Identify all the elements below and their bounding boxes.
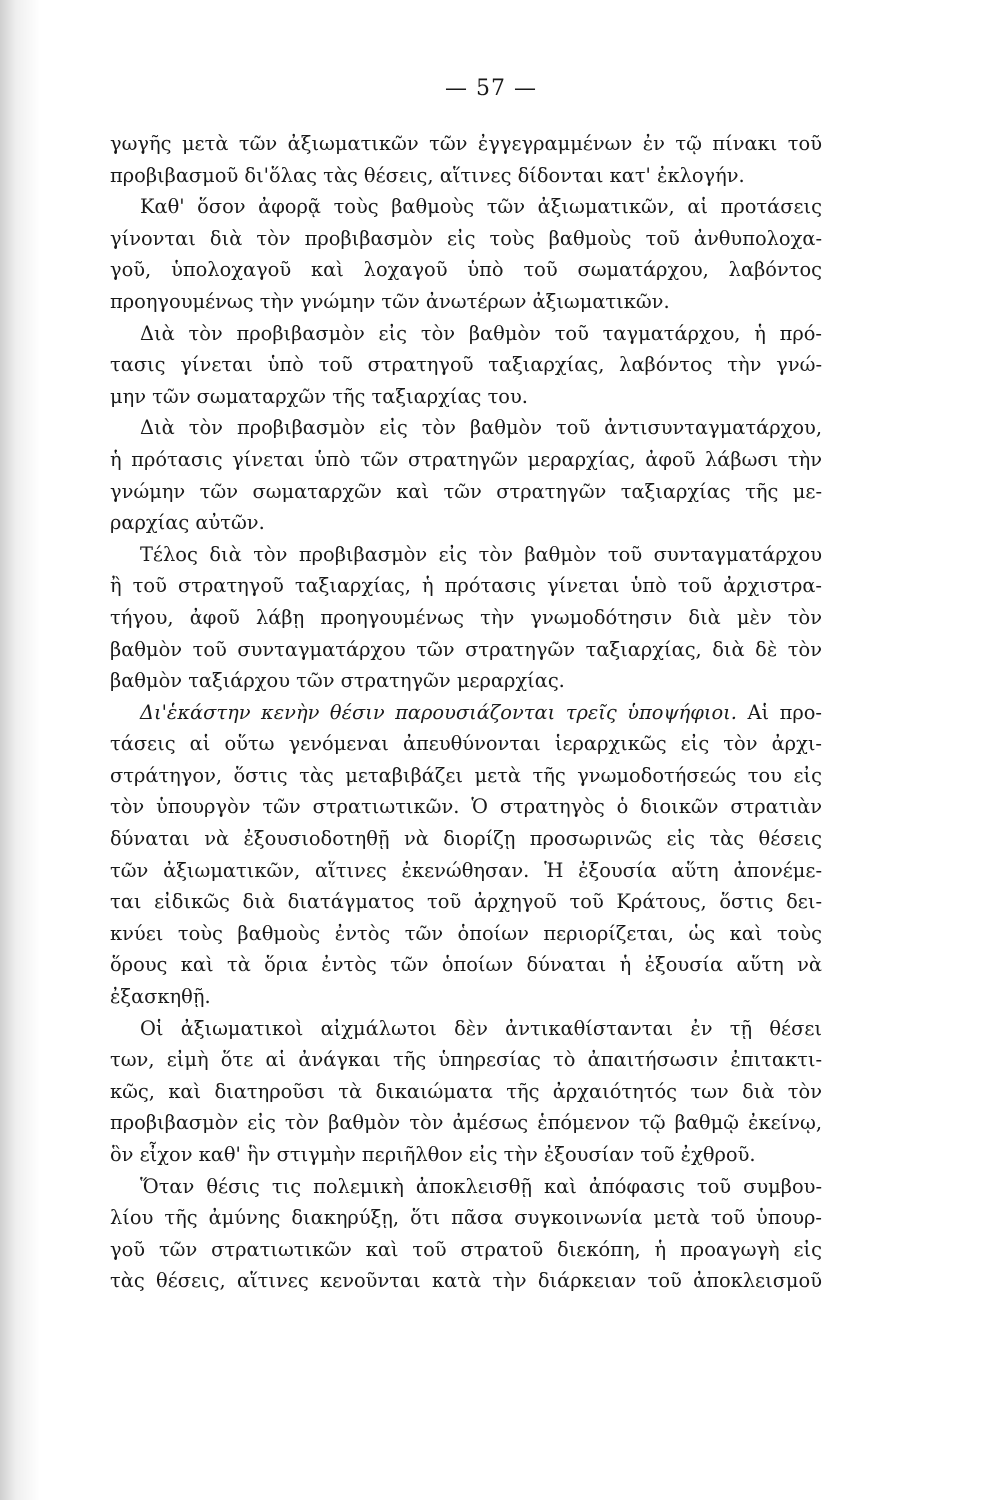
text-line: ἐξασκηθῇ. <box>110 985 211 1009</box>
italic-lead: Δι'ἑκάστην κενὴν θέσιν παρουσιάζονται τρεῖς ὑποψήφιοι. <box>140 700 737 724</box>
text-line: γωγῆς μετὰ τῶν ἀξιωματικῶν τῶν ἐγγεγραμμένων ἐν τῷ πίνακι τοῦ <box>110 132 822 155</box>
paragraph <box>110 1013 822 1171</box>
text-line: λίου τῆς ἀμύνης διακηρύξῃ, ὅτι πᾶσα συγκοινωνία μετὰ τοῦ ὑπουρ- <box>110 1206 822 1230</box>
text-line: Καθ' ὅσον ἀφορᾷ τοὺς βαθμοὺς τῶν ἀξιωματικῶν, αἱ προτάσεις <box>140 195 822 219</box>
page-number: — 57 — <box>445 76 537 101</box>
paragraph <box>110 412 822 538</box>
paragraph <box>110 191 822 317</box>
text-line: γίνονται διὰ τὸν προβιβασμὸν εἰς τοὺς βαθμοὺς τοῦ ἀνθυπολοχα- <box>110 226 822 250</box>
text-line: Διὰ τὸν προβιβασμὸν εἰς τὸν βαθμὸν τοῦ ἀντισυνταγματάρχου, <box>140 416 822 440</box>
text-line: ἢ τοῦ στρατηγοῦ ταξιαρχίας, ἡ πρότασις γίνεται ὑπὸ τοῦ ἀρχιστρα- <box>110 574 822 598</box>
paragraph <box>110 128 822 191</box>
text-line: των, εἰμὴ ὅτε αἱ ἀνάγκαι τῆς ὑπηρεσίας τὸ ἀπαιτήσωσιν ἐπιτακτι- <box>110 1048 822 1072</box>
text-fragment: Αἱ προ- <box>736 700 822 724</box>
paragraph <box>110 318 822 413</box>
text-line: γνώμην τῶν σωματαρχῶν καὶ τῶν στρατηγῶν ταξιαρχίας τῆς με- <box>110 479 822 503</box>
text-line: στράτηγον, ὅστις τὰς μεταβιβάζει μετὰ τῆς γνωμοδοτήσεώς του εἰς <box>110 763 822 787</box>
text-line: ὃν εἶχον καθ' ἣν στιγμὴν περιῆλθον εἰς τὴν ἐξουσίαν τοῦ ἐχθροῦ. <box>110 1143 756 1166</box>
text-line: κῶς, καὶ διατηροῦσι τὰ δικαιώματα τῆς ἀρχαιότητός των διὰ τὸν <box>110 1079 822 1103</box>
paragraph <box>110 1171 822 1297</box>
text-line: τασις γίνεται ὑπὸ τοῦ στρατηγοῦ ταξιαρχίας, λαβόντος τὴν γνώ- <box>110 353 822 377</box>
text-line <box>110 697 822 729</box>
text-line: μην τῶν σωματαρχῶν τῆς ταξιαρχίας του. <box>110 384 528 408</box>
text-line: τῶν ἀξιωματικῶν, αἵτινες ἐκενώθησαν. Ἡ ἐξουσία αὕτη ἀπονέμε- <box>110 858 822 882</box>
text-line: γοῦ τῶν στρατιωτικῶν καὶ τοῦ στρατοῦ διεκόπη, ἡ προαγωγὴ εἰς <box>110 1237 822 1261</box>
text-line: Ὅταν θέσις τις πολεμικὴ ἀποκλεισθῇ καὶ ἀπόφασις τοῦ συμβου- <box>140 1174 822 1198</box>
text-line: Διὰ τὸν προβιβασμὸν εἰς τὸν βαθμὸν τοῦ ταγματάρχου, ἡ πρό- <box>140 321 822 345</box>
text-line: κνύει τοὺς βαθμοὺς ἐντὸς τῶν ὁποίων περιορίζεται, ὡς καὶ τοὺς <box>110 921 822 945</box>
text-line: τάσεις αἱ οὕτω γενόμεναι ἀπευθύνονται ἱεραρχικῶς εἰς τὸν ἀρχι- <box>110 732 822 756</box>
paragraph <box>110 539 822 697</box>
text-line: ἡ πρότασις γίνεται ὑπὸ τῶν στρατηγῶν μεραρχίας, ἀφοῦ λάβωσι τὴν <box>110 447 822 471</box>
text-line: προβιβασμοῦ δι'ὅλας τὰς θέσεις, αἵτινες δίδονται κατ' ἐκλογήν. <box>110 163 745 187</box>
text-line: προβιβασμὸν εἰς τὸν βαθμὸν τὸν ἀμέσως ἑπόμενον τῷ βαθμῷ ἐκείνῳ, <box>110 1111 822 1135</box>
text-line: Τέλος διὰ τὸν προβιβασμὸν εἰς τὸν βαθμὸν τοῦ συνταγματάρχου <box>140 542 822 566</box>
text-line: τὸν ὑπουργὸν τῶν στρατιωτικῶν. Ὁ στρατηγὸς ὁ διοικῶν στρατιὰν <box>110 795 822 819</box>
text-line: ται εἰδικῶς διὰ διατάγματος τοῦ ἀρχηγοῦ τοῦ Κράτους, ὅστις δει- <box>110 890 822 914</box>
text-line: Οἱ ἀξιωματικοὶ αἰχμάλωτοι δὲν ἀντικαθίστανται ἐν τῇ θέσει <box>140 1016 822 1040</box>
text-line: βαθμὸν τοῦ συνταγματάρχου τῶν στρατηγῶν ταξιαρχίας, διὰ δὲ τὸν <box>110 637 822 661</box>
page-edge-shadow <box>0 0 40 1500</box>
text-line: ὅρους καὶ τὰ ὅρια ἐντὸς τῶν ὁποίων δύναται ἡ ἐξουσία αὕτη νὰ <box>110 953 822 977</box>
text-line: προηγουμένως τὴν γνώμην τῶν ἀνωτέρων ἀξιωματικῶν. <box>110 289 670 313</box>
text-line: τὰς θέσεις, αἵτινες κενοῦνται κατὰ τὴν διάρκειαν τοῦ ἀποκλεισμοῦ <box>110 1269 822 1293</box>
text-line: βαθμὸν ταξιάρχου τῶν στρατηγῶν μεραρχίας. <box>110 669 565 693</box>
body-text <box>110 128 822 1297</box>
text-line: δύναται νὰ ἐξουσιοδοτηθῇ νὰ διορίζῃ προσωρινῶς εἰς τὰς θέσεις <box>110 827 822 851</box>
text-line: τήγου, ἀφοῦ λάβῃ προηγουμένως τὴν γνωμοδότησιν διὰ μὲν τὸν <box>110 605 822 629</box>
text-line: ραρχίας αὐτῶν. <box>110 511 265 535</box>
paragraph <box>110 697 822 1013</box>
text-line: γοῦ, ὑπολοχαγοῦ καὶ λοχαγοῦ ὑπὸ τοῦ σωματάρχου, λαβόντος <box>110 258 822 282</box>
